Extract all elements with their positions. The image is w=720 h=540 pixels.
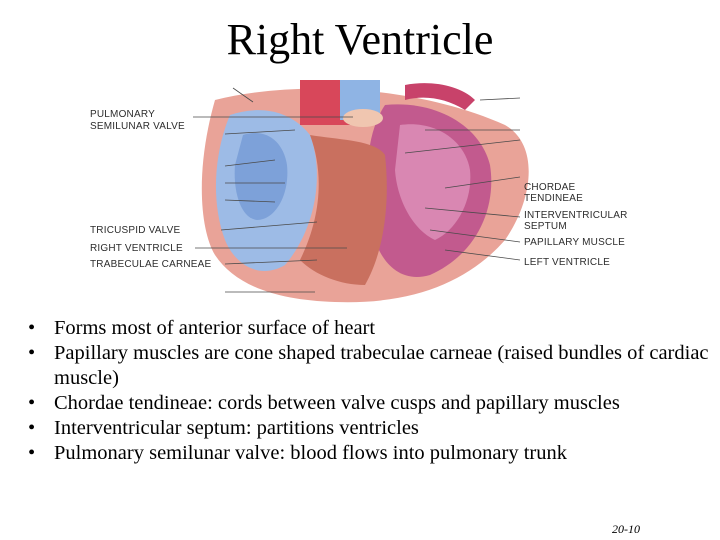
label-tricuspid-valve: TRICUSPID VALVE xyxy=(90,225,181,236)
heart-diagram xyxy=(85,80,645,305)
label-septum: SEPTUM xyxy=(524,221,567,232)
label-pulmonary: PULMONARY xyxy=(90,109,155,120)
label-right-ventricle: RIGHT VENTRICLE xyxy=(90,243,183,254)
page-number: 20-10 xyxy=(612,522,640,536)
bullet-item: • Forms most of anterior surface of heart xyxy=(28,316,718,341)
heart-illustration xyxy=(85,80,645,305)
label-left-ventricle: LEFT VENTRICLE xyxy=(524,257,610,268)
bullet-item: • Interventricular septum: partitions ventricles xyxy=(28,416,718,441)
label-chordae: CHORDAE xyxy=(524,182,576,193)
label-papillary-muscle: PAPILLARY MUSCLE xyxy=(524,237,626,248)
slide-title: Right Ventricle xyxy=(226,15,494,64)
label-trabeculae-carneae: TRABECULAE CARNEAE xyxy=(90,259,212,270)
label-interventricular: INTERVENTRICULAR xyxy=(524,210,628,221)
label-tendineae: TENDINEAE xyxy=(524,193,584,204)
label-semilunar-valve: SEMILUNAR VALVE xyxy=(90,121,185,132)
bullet-item: • Pulmonary semilunar valve: blood flows into pulmonary trunk xyxy=(28,441,718,466)
bullet-item: • Papillary muscles are cone shaped trabeculae carneae (raised bundles of cardiac muscle) xyxy=(28,341,718,391)
bullet-list xyxy=(28,316,718,466)
pulmonary-valve-shape xyxy=(343,109,383,127)
bullet-item: • Chordae tendineae: cords between valve cusps and papillary muscles xyxy=(28,391,718,416)
